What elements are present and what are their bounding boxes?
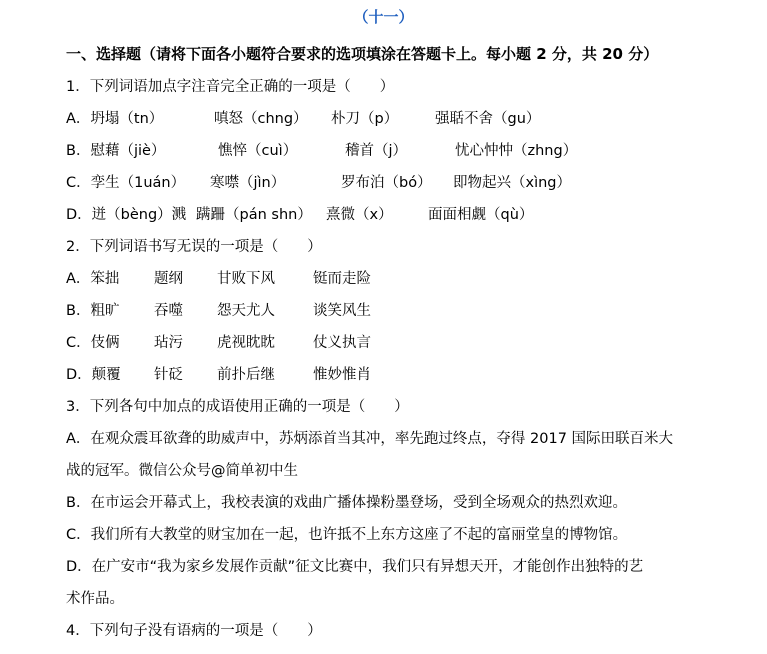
q2-c-item: 玷污 xyxy=(154,335,183,351)
q1-b-item: B．慰藉（jiè） xyxy=(66,143,166,159)
q2-c-item: 仗义执言 xyxy=(313,335,371,351)
q1-stem: 1．下列词语加点字注音完全正确的一项是（ ） xyxy=(66,79,395,95)
q2-d-item: D．颠覆 xyxy=(66,367,121,383)
q2-b-item: B．粗旷 xyxy=(66,303,120,319)
q2-a-item: 甘败下风 xyxy=(217,271,275,287)
q1-c-item: 寒噤（jìn） xyxy=(210,175,286,191)
q1-a-item: 强聒不舍（gu） xyxy=(435,111,541,127)
q2-c-item: 虎视眈眈 xyxy=(217,335,275,351)
q3-option-a-line1: A．在观众震耳欲聋的助威声中，苏炳添首当其冲，率先跑过终点，夺得 2017 国际田联百米大 xyxy=(66,431,674,447)
q1-d-item: 面面相觑（qù） xyxy=(428,207,534,223)
q3-option-b: B．在市运会开幕式上，我校表演的戏曲广播体操粉墨登场，受到全场观众的热烈欢迎。 xyxy=(66,495,627,511)
q3-option-a-line2: 战的冠军。微信公众号@简单初中生 xyxy=(66,463,298,479)
q2-option-b xyxy=(66,301,371,321)
q1-option-a xyxy=(66,109,540,129)
q1-a-item: 朴刀（p） xyxy=(331,111,399,127)
q1-option-b xyxy=(66,141,577,161)
q1-c-item: C．孪生（1uán） xyxy=(66,175,186,191)
q1-b-item: 稽首（j） xyxy=(345,143,408,159)
q2-stem: 2．下列词语书写无误的一项是（ ） xyxy=(66,239,322,255)
q3-option-d-line1: D．在广安市“我为家乡发展作贡献”征文比赛中，我们只有异想天开，才能创作出独特的艺 xyxy=(66,559,644,575)
worksheet-title: （十一） xyxy=(353,8,414,26)
q1-option-c xyxy=(66,173,571,193)
q3-option-d-line2: 术作品。 xyxy=(66,591,124,607)
q2-b-item: 怨天尤人 xyxy=(217,303,275,319)
q1-b-item: 忧心忡忡（zhng） xyxy=(455,143,578,159)
q2-d-item: 针砭 xyxy=(154,367,183,383)
q2-a-item: 铤而走险 xyxy=(313,271,371,287)
q1-c-item: 即物起兴（xìng） xyxy=(453,175,572,191)
q1-d-item: 熹微（x） xyxy=(326,207,393,223)
q1-a-item: 嗔怒（chng） xyxy=(214,111,308,127)
q2-option-d xyxy=(66,365,371,385)
q2-option-a xyxy=(66,269,371,289)
q1-a-item: A．坍塌（tn） xyxy=(66,111,164,127)
q2-d-item: 前扑后继 xyxy=(217,367,275,383)
q2-a-item: A．笨拙 xyxy=(66,271,120,287)
q2-b-item: 谈笑风生 xyxy=(313,303,371,319)
q3-option-c: C．我们所有大教堂的财宝加在一起，也许抵不上东方这座了不起的富丽堂皇的博物馆。 xyxy=(66,527,628,543)
q1-d-item: 蹒跚（pán shn） xyxy=(196,207,312,223)
q2-a-item: 题纲 xyxy=(154,271,183,287)
q2-d-item: 惟妙惟肖 xyxy=(313,367,371,383)
q1-b-item: 憔悴（cuì） xyxy=(218,143,298,159)
q1-option-d xyxy=(66,205,533,225)
q1-c-item: 罗布泊（bó） xyxy=(341,175,432,191)
q3-stem: 3．下列各句中加点的成语使用正确的一项是（ ） xyxy=(66,399,409,415)
q1-d-item: D．迸（bèng）溅 xyxy=(66,207,187,223)
q2-option-c xyxy=(66,333,371,353)
q2-c-item: C．伎俩 xyxy=(66,335,120,351)
section-heading: 一、选择题（请将下面各小题符合要求的选项填涂在答题卡上。每小题 2 分，共 20 分） xyxy=(66,45,659,63)
q4-stem: 4．下列句子没有语病的一项是（ ） xyxy=(66,623,322,639)
q2-b-item: 吞噬 xyxy=(154,303,183,319)
